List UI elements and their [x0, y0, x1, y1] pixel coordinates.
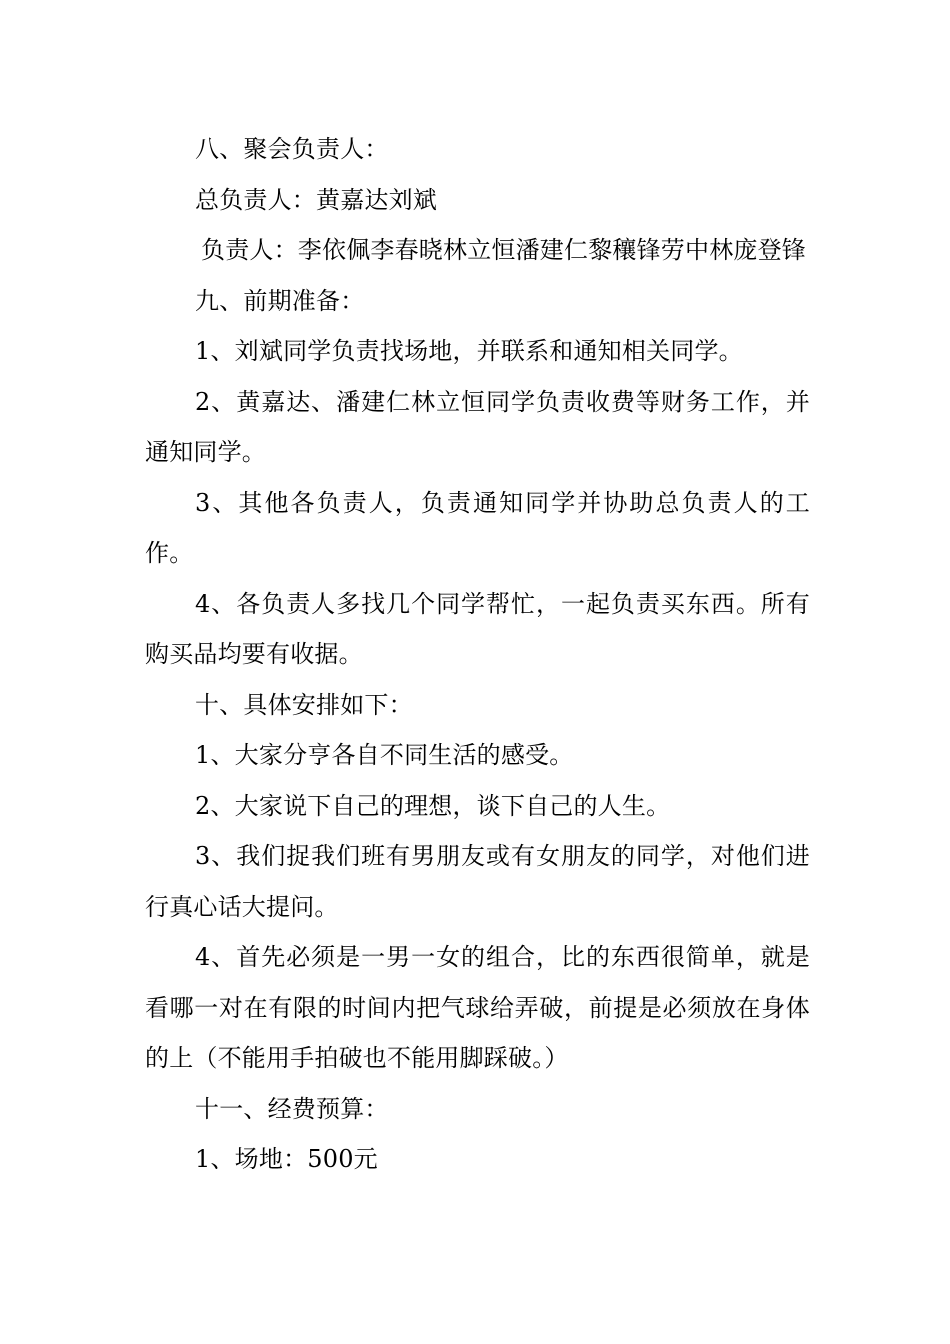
arrangement-item-3: 3、我们捉我们班有男朋友或有女朋友的同学，对他们进行真心话大提问。: [145, 842, 810, 921]
document-body: [145, 124, 810, 1185]
preparation-item-2: 2、黄嘉达、潘建仁林立恒同学负责收费等财务工作，并通知同学。: [145, 387, 810, 466]
arrangement-item-1: 1、大家分亨各自不同生活的感受。: [195, 741, 574, 769]
preparation-item-4: 4、各负责人多找几个同学帮忙，一起负责买东西。所有购买品均要有收据。: [145, 589, 810, 668]
organizers-line: 负责人：李依佩李春晓林立恒潘建仁黎穰锋劳中林庞登锋: [201, 236, 806, 264]
section-heading-organizers: 八、聚会负责人：: [195, 135, 389, 163]
section-heading-arrangements: 十、具体安排如下：: [195, 690, 413, 719]
arrangement-item-2: 2、大家说下自己的理想，谈下自己的人生。: [195, 791, 671, 820]
section-heading-preparation: 九、前期准备：: [195, 286, 365, 315]
section-heading-budget: 十一、经费预算：: [195, 1094, 389, 1123]
preparation-item-1: 1、刘斌同学负责找场地，并联系和通知相关同学。: [195, 337, 743, 365]
arrangement-item-4: 4、首先必须是一男一女的组合，比的东西很简单，就是看哪一对在有限的时间内把气球给弄破，前提是必须放在身体的上（不能用手拍破也不能用脚踩破。）: [145, 943, 810, 1072]
preparation-item-3: 3、其他各负责人，负责通知同学并协助总负责人的工作。: [145, 488, 810, 567]
chief-organizers-line: 总负责人：黄嘉达刘斌: [195, 185, 437, 214]
budget-item-1: 1、场地：500元: [195, 1145, 378, 1173]
